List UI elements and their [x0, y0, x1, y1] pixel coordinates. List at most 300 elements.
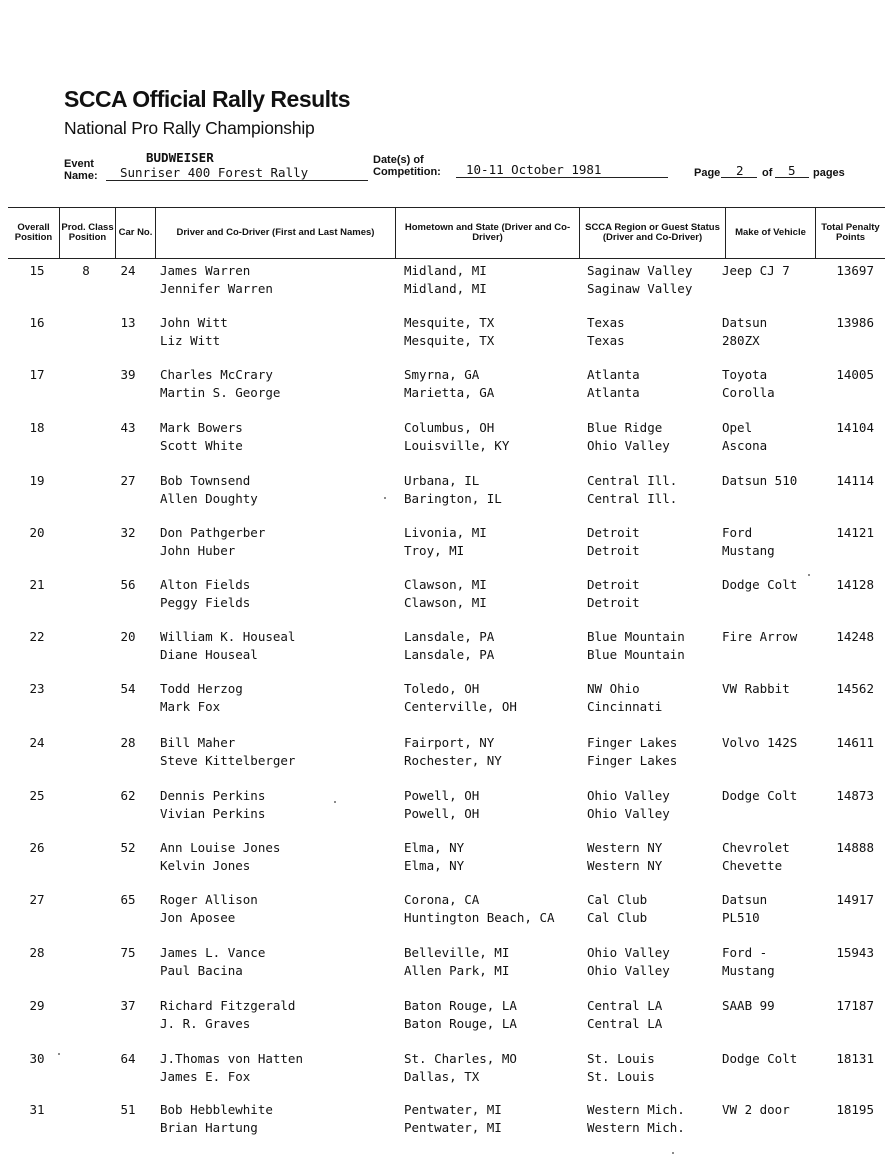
of-label: of [762, 167, 773, 179]
vehicle-make [722, 1050, 797, 1068]
driver-names [160, 891, 258, 927]
hometown-text: Rochester, NY [404, 753, 502, 768]
car-number-text: 32 [120, 525, 136, 540]
hometown [404, 787, 479, 823]
hometown [404, 997, 517, 1033]
vehicle-make-text: Ascona [722, 438, 768, 453]
overall-position [24, 628, 50, 646]
region-text: Western Mich. [587, 1120, 685, 1135]
penalty-points [822, 628, 874, 646]
scan-speck [384, 497, 386, 499]
driver-names-text: Peggy Fields [160, 595, 251, 610]
col-driver: Driver and Co-Driver (First and Last Names) [156, 208, 396, 258]
table-row [0, 262, 885, 302]
region-text: NW Ohio [587, 681, 640, 696]
vehicle-make-text: Opel [722, 420, 753, 435]
vehicle-make-text: Volvo 142S [722, 735, 798, 750]
vehicle-make [722, 787, 797, 805]
driver-names-text: Dennis Perkins [160, 788, 266, 803]
region [587, 262, 692, 298]
hometown-text: Columbus, OH [404, 420, 495, 435]
overall-position [24, 787, 50, 805]
overall-position [24, 524, 50, 542]
vehicle-make [722, 944, 775, 980]
driver-names-text: J.Thomas von Hatten [160, 1051, 303, 1066]
car-number [116, 472, 140, 490]
overall-position-text: 31 [29, 1102, 45, 1117]
vehicle-make-text: Mustang [722, 963, 775, 978]
region-text: Saginaw Valley [587, 263, 693, 278]
penalty-points-text: 14611 [836, 735, 874, 750]
driver-names-text: Liz Witt [160, 333, 221, 348]
region-text: Cal Club [587, 892, 648, 907]
penalty-points [822, 472, 874, 490]
overall-position [24, 997, 50, 1015]
car-number [116, 366, 140, 384]
driver-names-text: Bill Maher [160, 735, 236, 750]
table-row [0, 787, 885, 827]
driver-names-text: Allen Doughty [160, 491, 258, 506]
region-text: Western Mich. [587, 1102, 685, 1117]
col-overall-position: Overall Position [8, 208, 60, 258]
overall-position-text: 20 [29, 525, 45, 540]
penalty-points-text: 14121 [836, 525, 874, 540]
region-text: Detroit [587, 577, 640, 592]
driver-names [160, 997, 295, 1033]
car-number [116, 1101, 140, 1119]
penalty-points-text: 18195 [836, 1102, 874, 1117]
hometown-text: Clawson, MI [404, 577, 487, 592]
vehicle-make-text: Dodge Colt [722, 1051, 798, 1066]
driver-names [160, 734, 295, 770]
hometown-text: St. Charles, MO [404, 1051, 517, 1066]
vehicle-make-text: Dodge Colt [722, 788, 798, 803]
vehicle-make-text: Ford - [722, 945, 768, 960]
table-row [0, 628, 885, 668]
hometown-text: Mesquite, TX [404, 315, 495, 330]
hometown-text: Baton Rouge, LA [404, 998, 517, 1013]
driver-names [160, 1101, 273, 1137]
driver-names [160, 366, 280, 402]
dates-value: 10-11 October 1981 [466, 162, 602, 177]
region-text: Blue Mountain [587, 647, 685, 662]
driver-names-text: Roger Allison [160, 892, 258, 907]
vehicle-make-text: Datsun [722, 892, 768, 907]
vehicle-make-text: Mustang [722, 543, 775, 558]
driver-names-text: Martin S. George [160, 385, 281, 400]
driver-names-text: James Warren [160, 263, 251, 278]
hometown-text: Barington, IL [404, 491, 502, 506]
penalty-points [822, 891, 874, 909]
car-number [116, 997, 140, 1015]
car-number-text: 43 [120, 420, 136, 435]
overall-position [24, 314, 50, 332]
driver-names-text: Charles McCrary [160, 367, 273, 382]
vehicle-make-text: Jeep CJ 7 [722, 263, 790, 278]
hometown-text: Pentwater, MI [404, 1120, 502, 1135]
region-text: Detroit [587, 525, 640, 540]
penalty-points-text: 14248 [836, 629, 874, 644]
driver-names-text: Vivian Perkins [160, 806, 266, 821]
hometown [404, 366, 494, 402]
penalty-points [822, 1101, 874, 1119]
region [587, 787, 670, 823]
driver-names-text: John Witt [160, 315, 228, 330]
hometown [404, 524, 487, 560]
hometown-text: Troy, MI [404, 543, 465, 558]
car-number [116, 419, 140, 437]
hometown-text: Elma, NY [404, 840, 465, 855]
driver-names-text: William K. Houseal [160, 629, 296, 644]
region-text: Cincinnati [587, 699, 663, 714]
driver-names-text: Don Pathgerber [160, 525, 266, 540]
region-text: Central LA [587, 1016, 663, 1031]
hometown-text: Louisville, KY [404, 438, 510, 453]
hometown-text: Lansdale, PA [404, 647, 495, 662]
region-text: Atlanta [587, 385, 640, 400]
hometown-text: Allen Park, MI [404, 963, 510, 978]
penalty-points-text: 13986 [836, 315, 874, 330]
driver-names [160, 944, 265, 980]
hometown-text: Toledo, OH [404, 681, 480, 696]
overall-position-text: 26 [29, 840, 45, 855]
region [587, 944, 670, 980]
vehicle-make-text: SAAB 99 [722, 998, 775, 1013]
car-number [116, 680, 140, 698]
car-number-text: 54 [120, 681, 136, 696]
driver-names-text: James L. Vance [160, 945, 266, 960]
region-text: Ohio Valley [587, 963, 670, 978]
table-row [0, 524, 885, 564]
car-number [116, 787, 140, 805]
overall-position [24, 680, 50, 698]
overall-position [24, 366, 50, 384]
region [587, 680, 662, 716]
region [587, 419, 670, 455]
hometown [404, 1050, 517, 1086]
page-label: Page [694, 167, 721, 179]
overall-position-text: 28 [29, 945, 45, 960]
table-row [0, 997, 885, 1037]
region-text: Finger Lakes [587, 753, 678, 768]
region [587, 1050, 655, 1086]
table-row [0, 734, 885, 774]
event-name-underline [106, 180, 368, 181]
overall-position-text: 22 [29, 629, 45, 644]
overall-position-text: 30 [29, 1051, 45, 1066]
driver-names [160, 576, 250, 612]
car-number [116, 576, 140, 594]
driver-names-text: James E. Fox [160, 1069, 251, 1084]
table-row [0, 891, 885, 931]
region [587, 734, 677, 770]
penalty-points-text: 14114 [836, 473, 874, 488]
car-number-text: 51 [120, 1102, 136, 1117]
car-number-text: 62 [120, 788, 136, 803]
overall-position [24, 262, 50, 280]
penalty-points [822, 262, 874, 280]
hometown [404, 262, 487, 298]
vehicle-make-text: VW Rabbit [722, 681, 790, 696]
driver-names-text: Scott White [160, 438, 243, 453]
vehicle-make-text: Dodge Colt [722, 577, 798, 592]
hometown [404, 839, 464, 875]
car-number-text: 24 [120, 263, 136, 278]
penalty-points [822, 366, 874, 384]
penalty-points [822, 734, 874, 752]
car-number-text: 27 [120, 473, 136, 488]
vehicle-make [722, 262, 790, 280]
overall-position-text: 19 [29, 473, 45, 488]
col-class-position: Prod. Class Position [60, 208, 116, 258]
region-text: Saginaw Valley [587, 281, 693, 296]
table-row [0, 472, 885, 512]
hometown-text: Midland, MI [404, 263, 487, 278]
hometown-text: Fairport, NY [404, 735, 495, 750]
driver-names [160, 628, 295, 664]
hometown-text: Huntington Beach, CA [404, 910, 555, 925]
hometown-text: Powell, OH [404, 788, 480, 803]
overall-position-text: 18 [29, 420, 45, 435]
penalty-points-text: 13697 [836, 263, 874, 278]
table-row [0, 576, 885, 616]
region-text: Central LA [587, 998, 663, 1013]
driver-names [160, 314, 228, 350]
region-text: Texas [587, 315, 625, 330]
table-row [0, 1050, 885, 1090]
event-sponsor: BUDWEISER [146, 150, 214, 165]
car-number-text: 52 [120, 840, 136, 855]
col-penalty-points: Total Penalty Points [821, 221, 880, 243]
class-position [74, 262, 98, 280]
penalty-points-text: 14005 [836, 367, 874, 382]
vehicle-make [722, 524, 775, 560]
car-number [116, 262, 140, 280]
penalty-points [822, 839, 874, 857]
region [587, 997, 662, 1033]
region-text: Western NY [587, 858, 663, 873]
driver-names-text: Paul Bacina [160, 963, 243, 978]
car-number-text: 28 [120, 735, 136, 750]
vehicle-make-text: Corolla [722, 385, 775, 400]
hometown-text: Clawson, MI [404, 595, 487, 610]
overall-position-text: 27 [29, 892, 45, 907]
penalty-points [822, 944, 874, 962]
event-name-label: Event Name: [64, 158, 98, 182]
table-row [0, 366, 885, 406]
hometown-text: Urbana, IL [404, 473, 480, 488]
region-text: Blue Mountain [587, 629, 685, 644]
car-number [116, 314, 140, 332]
table-row [0, 314, 885, 354]
driver-names-text: Kelvin Jones [160, 858, 251, 873]
hometown-text: Baton Rouge, LA [404, 1016, 517, 1031]
penalty-points [822, 576, 874, 594]
class-position-text: 8 [82, 263, 90, 278]
driver-names-text: Steve Kittelberger [160, 753, 296, 768]
hometown-text: Pentwater, MI [404, 1102, 502, 1117]
vehicle-make-text: 280ZX [722, 333, 760, 348]
vehicle-make [722, 472, 797, 490]
region [587, 314, 625, 350]
col-hometown: Hometown and State (Driver and Co-Driver) [396, 208, 580, 258]
car-number [116, 628, 140, 646]
region-text: St. Louis [587, 1051, 655, 1066]
driver-names-text: Jon Aposee [160, 910, 236, 925]
penalty-points-text: 18131 [836, 1051, 874, 1066]
driver-names-text: Todd Herzog [160, 681, 243, 696]
vehicle-make [722, 891, 767, 927]
vehicle-make-text: Toyota [722, 367, 768, 382]
event-name-value: Sunriser 400 Forest Rally [120, 165, 309, 180]
driver-names [160, 472, 258, 508]
vehicle-make [722, 576, 797, 594]
overall-position [24, 944, 50, 962]
hometown [404, 628, 494, 664]
region [587, 524, 640, 560]
car-number [116, 734, 140, 752]
table-row [0, 944, 885, 984]
vehicle-make [722, 366, 775, 402]
hometown [404, 944, 509, 980]
scan-speck [672, 1152, 674, 1154]
region-text: Finger Lakes [587, 735, 678, 750]
vehicle-make-text: Ford [722, 525, 753, 540]
overall-position [24, 576, 50, 594]
hometown [404, 314, 494, 350]
hometown-text: Mesquite, TX [404, 333, 495, 348]
vehicle-make-text: Fire Arrow [722, 629, 798, 644]
overall-position-text: 29 [29, 998, 45, 1013]
penalty-points [822, 787, 874, 805]
driver-names [160, 262, 273, 298]
hometown [404, 734, 502, 770]
dates-label: Date(s) of Competition: [373, 154, 441, 178]
car-number-text: 64 [120, 1051, 136, 1066]
vehicle-make-text: PL510 [722, 910, 760, 925]
driver-names [160, 680, 243, 716]
driver-names [160, 419, 243, 455]
col-region: SCCA Region or Guest Status (Driver and Co-Driver) [580, 208, 726, 258]
region [587, 472, 677, 508]
penalty-points-text: 14917 [836, 892, 874, 907]
overall-position-text: 24 [29, 735, 45, 750]
penalty-points-text: 14104 [836, 420, 874, 435]
driver-names-text: Jennifer Warren [160, 281, 273, 296]
hometown-text: Lansdale, PA [404, 629, 495, 644]
hometown [404, 419, 509, 455]
car-number-text: 20 [120, 629, 136, 644]
vehicle-make [722, 628, 797, 646]
car-number-text: 39 [120, 367, 136, 382]
vehicle-make-text: VW 2 door [722, 1102, 790, 1117]
overall-position-text: 15 [29, 263, 45, 278]
penalty-points [822, 680, 874, 698]
region [587, 839, 662, 875]
driver-names [160, 839, 280, 875]
region [587, 628, 685, 664]
page-total: 5 [788, 163, 796, 178]
table-row [0, 839, 885, 879]
overall-position [24, 891, 50, 909]
region-text: Atlanta [587, 367, 640, 382]
penalty-points-text: 14888 [836, 840, 874, 855]
overall-position-text: 16 [29, 315, 45, 330]
scan-speck [58, 1053, 60, 1055]
region [587, 366, 640, 402]
region-text: Detroit [587, 543, 640, 558]
region [587, 1101, 685, 1137]
vehicle-make [722, 314, 767, 350]
column-header [8, 207, 885, 259]
region [587, 891, 647, 927]
driver-names [160, 787, 265, 823]
vehicle-make-text: Datsun [722, 315, 768, 330]
overall-position-text: 21 [29, 577, 45, 592]
table-row [0, 419, 885, 459]
region-text: Ohio Valley [587, 788, 670, 803]
vehicle-make [722, 734, 797, 752]
driver-names-text: Mark Fox [160, 699, 221, 714]
page-number: 2 [736, 163, 744, 178]
driver-names-text: J. R. Graves [160, 1016, 251, 1031]
region-text: Ohio Valley [587, 438, 670, 453]
penalty-points-text: 14562 [836, 681, 874, 696]
driver-names-text: Richard Fitzgerald [160, 998, 296, 1013]
pages-label: pages [813, 167, 845, 179]
driver-names-text: Bob Townsend [160, 473, 251, 488]
hometown [404, 891, 555, 927]
page-number-underline [721, 177, 757, 178]
hometown-text: Corona, CA [404, 892, 480, 907]
driver-names-text: Alton Fields [160, 577, 251, 592]
hometown-text: Centerville, OH [404, 699, 517, 714]
driver-names-text: John Huber [160, 543, 236, 558]
hometown-text: Belleville, MI [404, 945, 510, 960]
hometown [404, 1101, 502, 1137]
overall-position [24, 839, 50, 857]
page-title: SCCA Official Rally Results [64, 86, 351, 112]
region-text: Central Ill. [587, 473, 678, 488]
col-car-number: Car No. [116, 208, 156, 258]
vehicle-make [722, 680, 790, 698]
penalty-points [822, 1050, 874, 1068]
region-text: Western NY [587, 840, 663, 855]
overall-position-text: 25 [29, 788, 45, 803]
driver-names-text: Mark Bowers [160, 420, 243, 435]
vehicle-make [722, 1101, 790, 1119]
driver-names-text: Ann Louise Jones [160, 840, 281, 855]
hometown-text: Marietta, GA [404, 385, 495, 400]
penalty-points [822, 997, 874, 1015]
hometown-text: Midland, MI [404, 281, 487, 296]
hometown-text: Powell, OH [404, 806, 480, 821]
region-text: Texas [587, 333, 625, 348]
region-text: Cal Club [587, 910, 648, 925]
page-total-underline [775, 177, 809, 178]
car-number-text: 65 [120, 892, 136, 907]
driver-names-text: Brian Hartung [160, 1120, 258, 1135]
hometown-text: Livonia, MI [404, 525, 487, 540]
region-text: Blue Ridge [587, 420, 663, 435]
table-row [0, 680, 885, 720]
hometown [404, 472, 502, 508]
penalty-points-text: 14128 [836, 577, 874, 592]
hometown-text: Smyrna, GA [404, 367, 480, 382]
vehicle-make-text: Chevette [722, 858, 783, 873]
overall-position-text: 23 [29, 681, 45, 696]
hometown-text: Dallas, TX [404, 1069, 480, 1084]
